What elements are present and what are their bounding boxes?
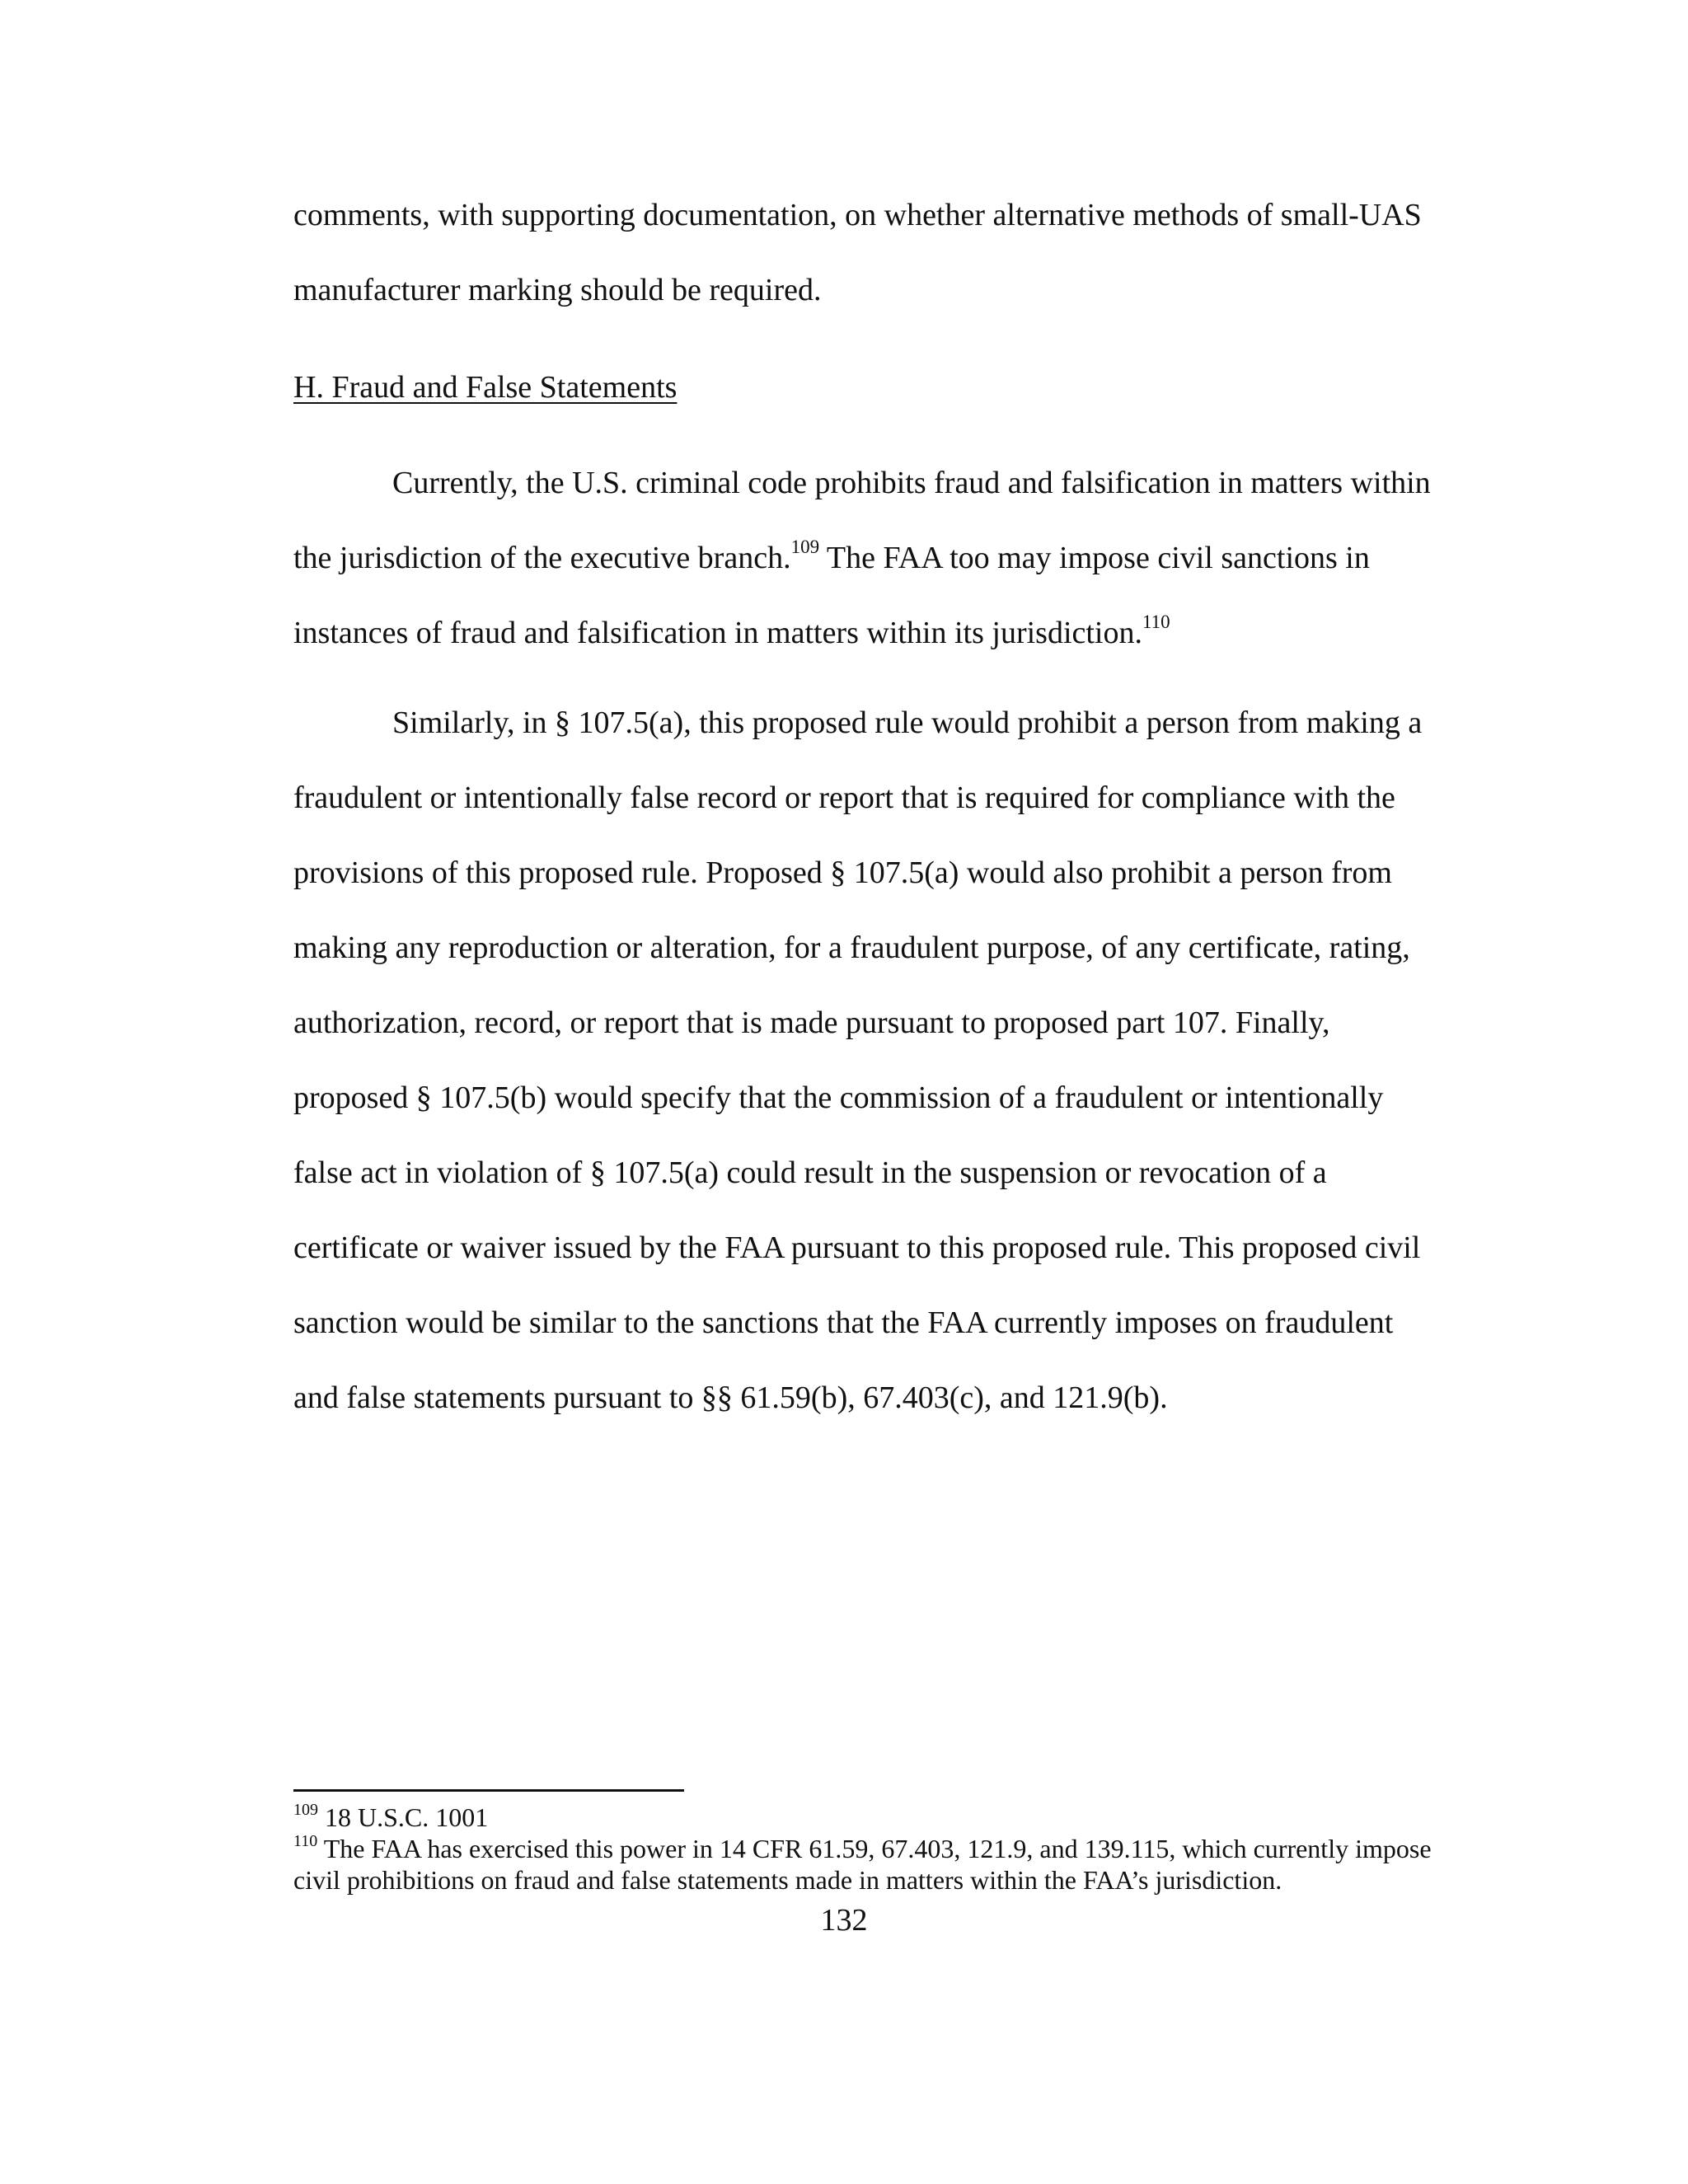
paragraph-line: false act in violation of § 107.5(a) could result in the suspension or revocation of a	[293, 1155, 1327, 1190]
footnote-ref-109[interactable]: 109	[790, 537, 820, 558]
paragraph-line: proposed § 107.5(b) would specify that the commission of a fraudulent or intentionally	[293, 1080, 1384, 1115]
paragraph-line: making any reproduction or alteration, for a fraudulent purpose, of any certificate, rating,	[293, 930, 1410, 965]
paragraph-fraud-criminal-code	[293, 446, 1480, 671]
paragraph-line: manufacturer marking should be required.	[293, 273, 822, 307]
footnote-110-continuation: civil prohibitions on fraud and false statements made in matters within the FAA’s jurisdiction.	[293, 1865, 1282, 1895]
footnote-number: 110	[293, 1832, 318, 1851]
paragraph-line: certificate or waiver issued by the FAA pursuant to this proposed rule. This proposed civil	[293, 1230, 1421, 1265]
footnote-number: 109	[293, 1801, 318, 1820]
footnote-ref-110[interactable]: 110	[1142, 612, 1170, 633]
paragraph-text: instances of fraud and falsification in matters within its jurisdiction.	[293, 616, 1142, 650]
paragraph-line	[293, 596, 1480, 671]
footnote-text: 18 U.S.C. 1001	[325, 1802, 489, 1832]
paragraph-line	[293, 521, 1480, 596]
footnote-text: The FAA has exercised this power in 14 CFR 61.59, 67.403, 121.9, and 139.115, which currently impose	[323, 1834, 1432, 1863]
paragraph-text: The FAA too may impose civil sanctions in	[819, 541, 1370, 575]
paragraph-line: comments, with supporting documentation, on whether alternative methods of small-UAS	[293, 198, 1422, 232]
paragraph-line: Similarly, in § 107.5(a), this proposed rule would prohibit a person from making a	[392, 705, 1423, 740]
paragraph-line: sanction would be similar to the sanctions that the FAA currently imposes on fraudulent	[293, 1305, 1394, 1340]
paragraph-line: Currently, the U.S. criminal code prohibits fraud and falsification in matters within	[392, 466, 1431, 500]
paragraph-line: and false statements pursuant to §§ 61.59(b), 67.403(c), and 121.9(b).	[293, 1380, 1168, 1415]
paragraph-line: authorization, record, or report that is made pursuant to proposed part 107. Finally,	[293, 1005, 1330, 1040]
footnotes	[293, 1802, 1480, 1896]
page-number: 132	[820, 1903, 868, 1938]
paragraph-text: the jurisdiction of the executive branch.	[293, 541, 791, 575]
footnote-109	[293, 1802, 1480, 1833]
paragraph-line: provisions of this proposed rule. Proposed § 107.5(a) would also prohibit a person from	[293, 855, 1392, 890]
paragraph-line: fraudulent or intentionally false record or report that is required for compliance with the	[293, 780, 1395, 815]
section-heading: H. Fraud and False Statements	[293, 370, 678, 405]
footnote-separator	[293, 1789, 684, 1792]
continuation-paragraph	[293, 178, 1480, 328]
footnote-110	[293, 1833, 1480, 1864]
paragraph-proposed-rule	[293, 686, 1480, 1436]
